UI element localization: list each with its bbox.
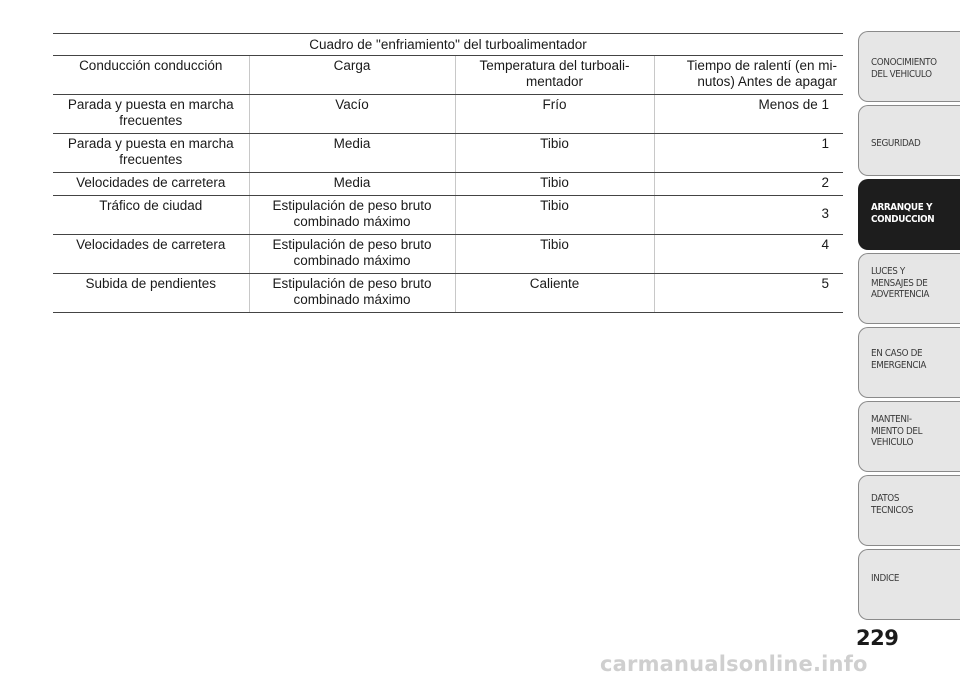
header-load: Carga [249,56,455,95]
cell-temp: Frío [455,95,654,134]
cell-temp: Tibio [455,173,654,196]
table-title: Cuadro de "enfriamiento" del turboalimentador [53,34,843,56]
tab-conocimiento-del-vehiculo[interactable] [858,31,960,102]
cell-idle: 1 [654,134,843,173]
cell-idle: 4 [654,235,843,274]
tab-datos-tecnicos[interactable] [858,475,960,546]
cell-driving: Subida de pendientes [53,274,249,313]
tab-label: CONOCIMIENTO DEL VEHICULO [871,57,937,80]
table-row [53,173,843,196]
cell-idle: Menos de 1 [654,95,843,134]
table-row [53,95,843,134]
header-driving: Conducción conducción [53,56,249,95]
tab-indice[interactable] [858,549,960,620]
table-row [53,134,843,173]
tab-arranque-y-conduccion[interactable] [858,179,960,250]
table-row [53,274,843,313]
cell-load: Media [249,173,455,196]
cell-driving: Velocidades de carretera [53,173,249,196]
cell-temp: Tibio [455,235,654,274]
cell-load: Vacío [249,95,455,134]
tab-label: SEGURIDAD [871,138,921,149]
tab-label: INDICE [871,573,900,584]
tab-label: LUCES Y MENSAJES DE ADVERTENCIA [871,266,930,300]
cell-driving: Tráfico de ciudad [53,196,249,235]
watermark: carmanualsonline.info [600,652,868,676]
cell-temp: Tibio [455,134,654,173]
tab-label: ARRANQUE Y CONDUCCION [871,202,935,225]
cell-temp: Tibio [455,196,654,235]
header-idle-time: Tiempo de ralentí (en mi- nutos) Antes de apagar [654,56,843,95]
page-number: 229 [856,626,899,650]
tab-seguridad[interactable] [858,105,960,176]
tab-label: DATOS TECNICOS [871,493,914,516]
table-title-row [53,34,843,56]
tab-label: EN CASO DE EMERGENCIA [871,348,927,371]
cell-load: Estipulación de peso bruto combinado máximo [249,235,455,274]
tab-mantenimiento-del-vehiculo[interactable] [858,401,960,472]
cell-idle: 3 [654,196,843,235]
cell-load: Estipulación de peso bruto combinado máximo [249,196,455,235]
header-turbo-temp: Temperatura del turboali- mentador [455,56,654,95]
tab-luces-y-mensajes[interactable] [858,253,960,324]
cell-temp: Caliente [455,274,654,313]
cell-idle: 5 [654,274,843,313]
table-row [53,235,843,274]
table-header-row [53,56,843,95]
table-row [53,196,843,235]
cell-driving: Parada y puesta en marcha frecuentes [53,95,249,134]
turbo-cooldown-table-container [53,33,843,313]
cell-driving: Parada y puesta en marcha frecuentes [53,134,249,173]
cell-driving: Velocidades de carretera [53,235,249,274]
cell-load: Estipulación de peso bruto combinado máximo [249,274,455,313]
tab-label: MANTENI- MIENTO DEL VEHICULO [871,414,923,448]
turbo-cooldown-table [53,33,843,313]
tab-en-caso-de-emergencia[interactable] [858,327,960,398]
cell-load: Media [249,134,455,173]
cell-idle: 2 [654,173,843,196]
